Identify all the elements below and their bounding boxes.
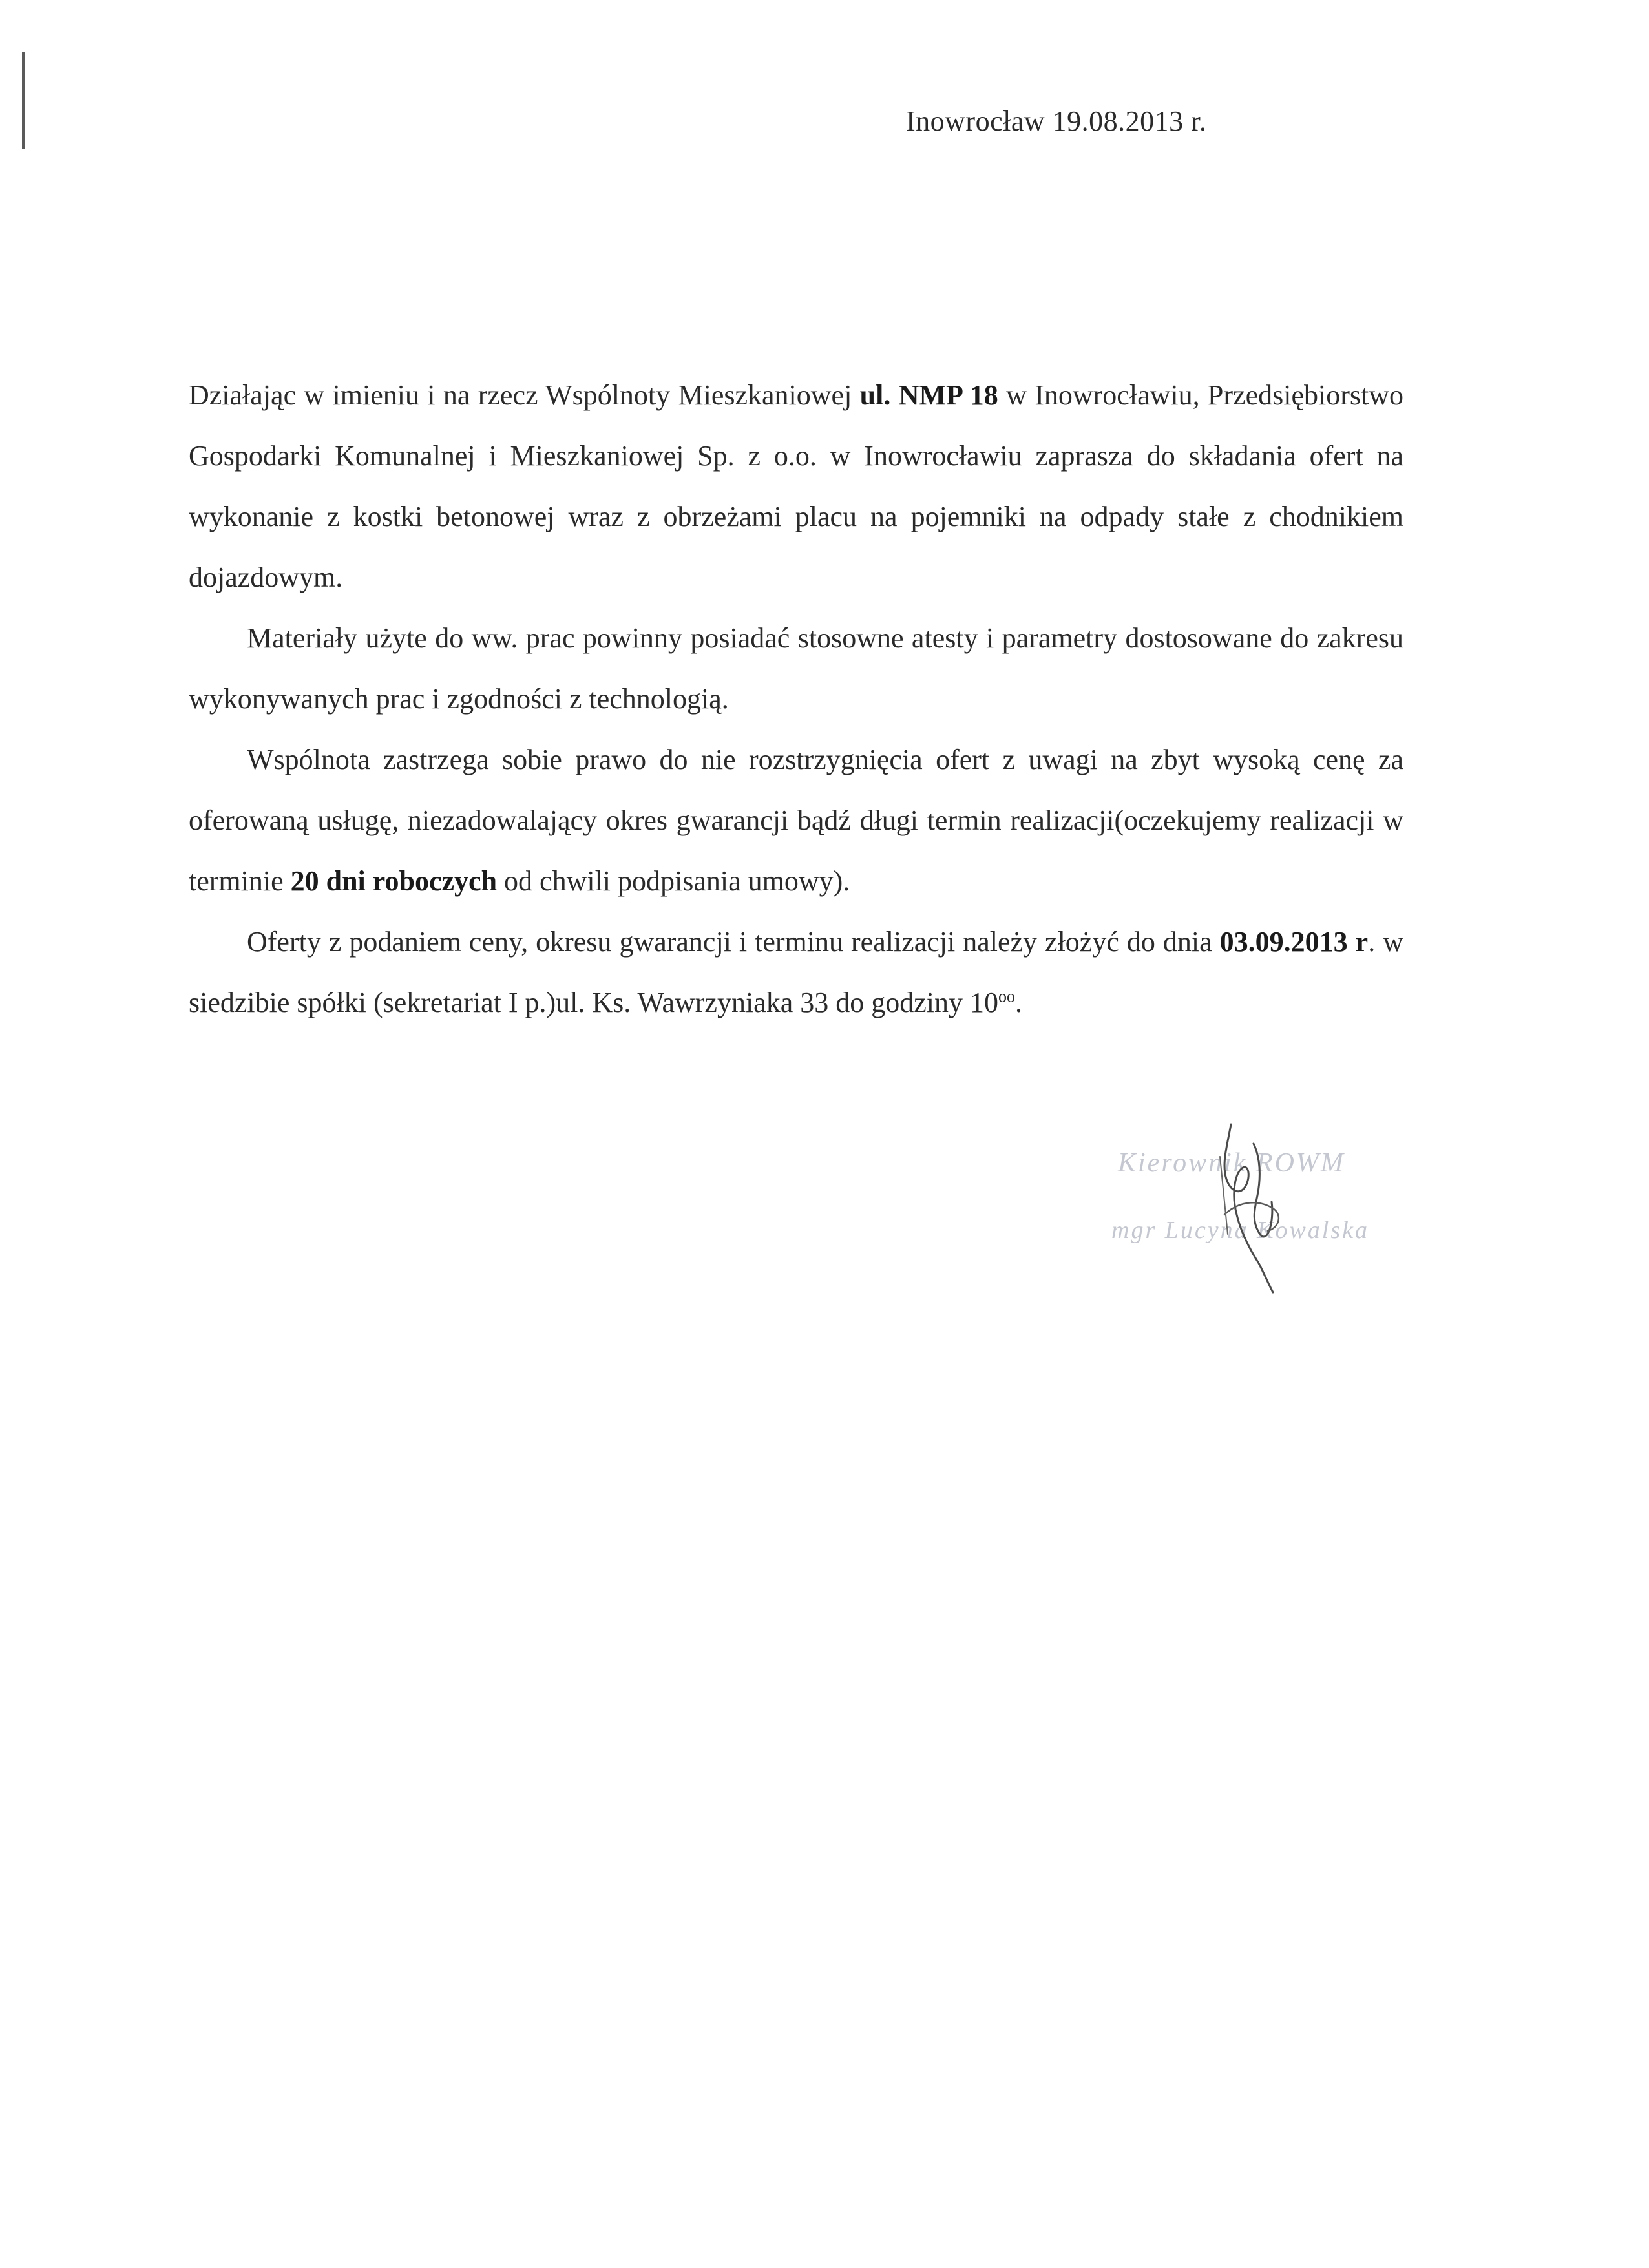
letter-body <box>189 365 1403 1033</box>
property-address: ul. NMP 18 <box>859 379 998 411</box>
paragraph-offer-text-3: . <box>1015 987 1022 1018</box>
paragraph-invitation-text-1: Działając w imieniu i na rzecz Wspólnoty Mieszkaniowej <box>189 379 860 411</box>
stamp-line-name: mgr Lucyna Kowalska <box>1111 1217 1369 1244</box>
official-stamp <box>1098 1118 1434 1312</box>
paragraph-offer-text-1: Oferty z podaniem ceny, okresu gwarancji i terminu realizacji należy złożyć do dnia <box>247 926 1220 958</box>
paragraph-invitation-text-2: w Inowrocławiu, Przedsiębiorstwo Gospodarki Komunalnej i Mieszkaniowej Sp. z o.o. w Inowrocławiu zaprasza do składania ofert na wykonanie z kostki betonowej wraz z obrzeżami placu na pojemniki na odpady stałe z chodnikiem dojazdowym. <box>189 379 1403 593</box>
paragraph-reservation <box>189 730 1403 912</box>
handwritten-signature <box>1098 1118 1434 1312</box>
paragraph-materials: Materiały użyte do ww. prac powinny posiadać stosowne atesty i parametry dostosowane do zakresu wykonywanych prac i zgodności z technologią. <box>189 622 1403 715</box>
completion-term: 20 dni roboczych <box>290 865 498 897</box>
hour-superscript: oo <box>998 987 1015 1006</box>
stamp-line-title: Kierownik ROWM <box>1118 1148 1345 1178</box>
offer-deadline-date: 03.09.2013 r <box>1219 926 1369 958</box>
paragraph-offer-deadline <box>189 912 1403 1033</box>
paragraph-reservation-text-2: od chwili podpisania umowy). <box>497 865 850 897</box>
date-place-line: Inowrocław 19.08.2013 r. <box>906 105 1207 137</box>
paragraph-reservation-text-1: Wspólnota zastrzega sobie prawo do nie rozstrzygnięcia ofert z uwagi na zbyt wysoką cenę za oferowaną usługę, niezadowalający okres gwarancji bądź długi termin realizacji(oczekujemy realizacji w terminie <box>189 744 1403 897</box>
scan-edge-mark <box>22 52 25 149</box>
paragraph-offer-text-2: . w siedzibie spółki (sekretariat I p.)ul. Ks. Wawrzyniaka 33 do godziny 10 <box>189 926 1404 1018</box>
paragraph-invitation <box>189 365 1403 608</box>
